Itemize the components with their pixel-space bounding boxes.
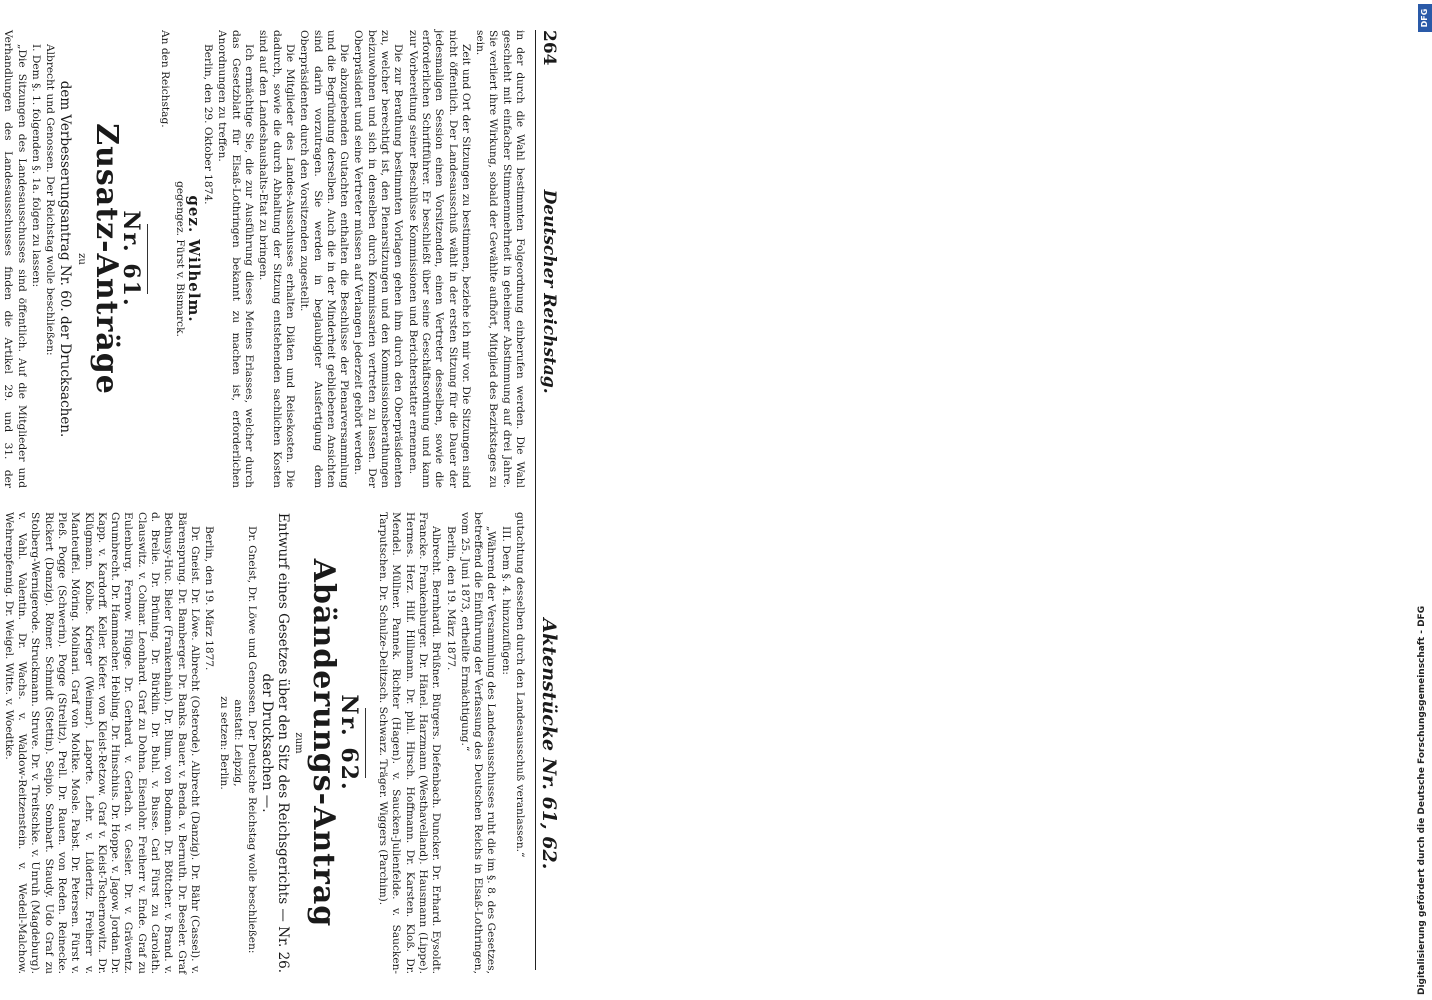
countersignature: gegengez. Fürst v. Bismarck. [173,181,186,337]
section-title: Abänderungs-Antrag [306,558,342,928]
motion-item: „Die Sitzungen des Landesausschusses sind öffentlich. Auf die Mitglieder und Verhandlungen des Landesausschusses finden die Artikel 29. und 31. der [2,30,28,488]
credit-text: Digitalisierung gefördert durch die Deutsche Forschungsgemeinschaft - DFG [1417,605,1427,995]
replace-from: anstatt: Leipzig, [231,699,244,787]
right-column [2,512,526,974]
motion-item: „Während der Versammlung des Landesausschusses ruht die im §. 8. des Gesetzes, betreffend die Einführung der Verfassung des Deutschen Reichs in Elsaß-Lothringen, vom 25. Juni 1873, ertheilte Ermächtigung.“ [458,512,498,974]
connector-word: zu [75,253,87,265]
date-line: Berlin, den 19. März 1877. [203,526,216,671]
paragraph: gutachtung desselben durch den Landesausschuß veranlassen.“ [514,512,526,858]
dfg-logo: DFG [1418,4,1432,32]
header-right-title: Aktenstücke Nr. 61, 62. [538,618,560,870]
section-number: Nr. 61. [117,210,144,308]
header-rule [535,30,536,970]
motion-intro: Albrecht und Genossen. Der Reichstag wolle beschließen: [44,44,57,356]
paragraph: Die zur Berathung bestimmten Vorlagen gehen ihm durch den Oberpräsidenten zu, welcher berechtigt ist, den Plenarsitzungen und den Kommissionsberathungen beizuwohnen und sich in denselben durch Kommissarien vertreten zu lassen. Der Oberpräsident und seine Vertreter müssen auf Verlangen jederzeit gehört werden. [352,30,405,488]
section-subtitle: dem Verbesserungsantrag Nr. 60. der Drucksachen. [57,80,74,438]
signers-list: Albrecht. Bernhardi. Brüßner. Bürgers. Diefenbach. Duncker. Dr. Erhard. Eysoldt. Francke. Frankenburger. Dr. Hänel. Harzmann (Westhavelland). Hausmann (Lippe). Hermes. Herz. Hilf. Hillmann. Dr. phil. Hirsch. Hoffmann. Dr. Karsten. Kloß. Dr. Mendel. Müllner. Pannek. Richter (Hagen). v. Saucken-Julienfelde. v. Saucken-Tarputschen. Dr. Schulze-Delitzsch. Schwarz. Träger. Wiggers (Parchim). [377,512,443,974]
header-left-title: Deutscher Reichstag. [539,189,559,394]
paragraph: Die abzugebenden Gutachten enthalten die Beschlüsse der Plenarversammlung und die Begründung derselben. Auch die in der Minderheit gebliebenen Ansichten sind darin vorzutragen. Sie werden in beglaubigter Ausfertigung dem Oberpräsidenten durch den Vorsitzenden zugestellt. [298,30,351,488]
motion-intro: Dr. Gneist, Dr. Löwe und Genossen. Der Deutsche Reichstag wolle beschließen: [246,526,259,954]
section-number: Nr. 62. [335,694,362,792]
address: An den Reichstag. [159,30,172,128]
digitization-credit [1418,0,1432,1000]
page-content [0,0,568,1000]
connector-word: zum [293,732,305,754]
paragraph: Die Mitglieder des Landes-Ausschusses erhalten Diäten und Reisekosten. Die dadurch, sowie die durch Abhaltung der Sitzung entstehenden sachlichen Kosten sind auf den Landeshaushalts-Etat zu bringen. [257,30,296,488]
replace-to: zu setzen: Berlin. [217,696,230,790]
date-line: Berlin, den 29. Oktober 1874. [202,44,215,205]
page-number: 264 [539,30,559,66]
date-line: Berlin, den 19. März 1877. [444,526,457,671]
section-subtitle: Entwurf eines Gesetzes über den Sitz des Reichsgerichts — Nr. 26. der Drucksachen —. [259,512,292,974]
paragraph: Zeit und Ort der Sitzungen zu bestimmen, beziehe ich mir vor. Die Sitzungen sind nicht öffentlich. Der Landesausschuß wählt in der ersten Sitzung für die Dauer der jedesmaligen Session einen Vorsitzenden, einen Vertreter desselben, sowie die erforderlichen Schriftführer. Er beschließt über seine Geschäftsordnung und kann zur Vorbereitung seiner Beschlüsse Kommissionen und Berichterstatter ernennen. [406,30,472,488]
left-column [2,30,526,488]
paragraph: Ich ermächtige Sie, die zur Ausführung dieses Meines Erlasses, welcher durch das Gesetzblatt für Elsaß-Lothringen bekannt zu machen ist, erforderlichen Anordnungen zu treffen. [216,30,256,488]
signature: gez. Wilhelm. [184,195,203,323]
motion-item: I. Dem §. 1. folgenden §. 1a. folgen zu lassen: [30,44,43,288]
page-header [536,30,562,970]
section-divider [147,224,148,294]
section-divider [365,708,366,778]
section-title: Zusatz-Anträge [88,123,124,395]
paragraph: in der durch die Wahl bestimmten Folgeordnung einberufen werden. Die Wahl geschieht mit einfacher Stimmenmehrheit in geheimer Abstimmung auf drei Jahre. Sie verliert ihre Wirkung, sobald der Gewählte aufhört, Mitglied des Bezirkstages zu sein. [474,30,526,488]
signers-list: Dr. Gneist. Dr. Löwe. Albrecht (Osterode). Albrecht (Danzig). Dr. Bähr (Cassel). v. Bärensprung. Dr. Bamberger. Dr. Banks. Bauer. v. Benda. v. Bernuth. Dr. Beseler. Graf Bethusy-Huc. Bieler (Frankenhain). Dr. Blum. von Bodman. Dr. Böttcher. v. Brand. v. d. Brelie. Dr. Brüning. Dr. Bürklin. Dr. Buhl. v. Busse. Carl Fürst zu Carolath. Clauswitz. v. Colmar. Leonhard. Graf zu Dohna. Eisenlohr. Freiherr v. Ende. Graf zu Eulenburg. Fernow. Flügge. Dr. Gerhard. v. Gerlach. v. Gesler. Dr. v. Gräventz. Grumbrecht. Dr. Hammacher. Hebling. Dr. Hinschius. Dr. Hoppe. v. Jagow. Jordan. Dr. Kapp. v. Kardorff. Keller. Kiefer. von Kleist-Retzow. Graf v. Kleist-Tschernowitz. Dr. Klügmann. Kolbe. Krieger (Weimar). Laporte. Lehr. v. Lüderitz. Freiherr v. Manteuffel. Möring. Molinari. Graf von Moltke. Mosle. Pabst. Dr. Petersen. Fürst v. Pleß. Pogge (Schwerin). Pogge (Strelitz). Prell. Dr. Rauen. von Reden. Reinecke. Rickert (Danzig). Römer. Schmidt (Stettin). Seipio. Sombart. Staudy. Udo Graf zu Stolberg-Wernigerode. Struckmann. Struve. Dr. v. Treitschke. v. Unruh (Magdeburg). v. Vahl. Valentin. Dr. Wachs. v. Waldow-Reitzenstein. v. Wedell-Malchow. Wehrenpfennig. Dr. Weigel. Witte. v. Woedtke. [2,512,201,974]
motion-item: III. Dem §. 4. hinzuzufügen: [499,526,512,676]
